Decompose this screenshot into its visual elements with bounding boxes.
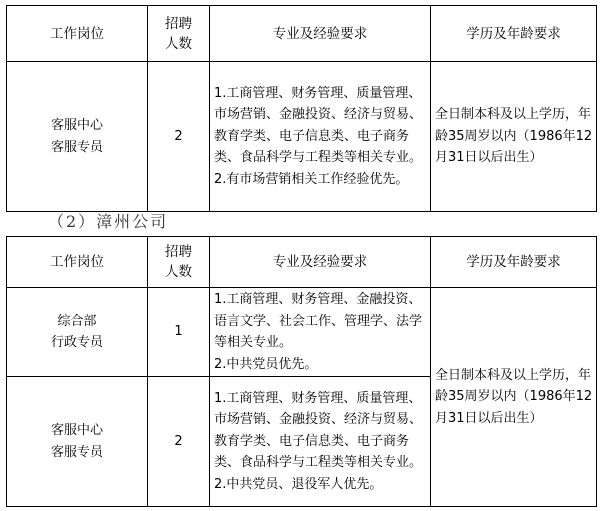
position-cell: 客服中心 客服专员 — [7, 62, 148, 212]
recruitment-table-2 — [6, 236, 597, 507]
table-row — [7, 288, 597, 377]
count-cell: 2 — [148, 377, 210, 507]
header-major: 专业及经验要求 — [210, 6, 431, 62]
major-cell: 1.工商管理、财务管理、金融投资、语言文学、社会工作、管理学、法学等相关专业。 2.中共党员优先。 — [210, 288, 431, 377]
table-row — [7, 62, 597, 212]
header-position: 工作岗位 — [7, 237, 148, 288]
position-cell: 客服中心 客服专员 — [7, 377, 148, 507]
education-cell: 全日制本科及以上学历，年龄35周岁以内（1986年12月31日以后出生） — [431, 288, 597, 507]
header-position: 工作岗位 — [7, 6, 148, 62]
education-cell: 全日制本科及以上学历，年龄35周岁以内（1986年12月31日以后出生） — [431, 62, 597, 212]
header-count: 招聘 人数 — [148, 6, 210, 62]
table-header-row — [7, 237, 597, 288]
header-education: 学历及年龄要求 — [431, 6, 597, 62]
section-title: （2）漳州公司 — [48, 212, 169, 231]
major-cell: 1.工商管理、财务管理、质量管理、市场营销、金融投资、经济与贸易、教育学类、电子信息类、电子商务类、食品科学与工程类等相关专业。 2.中共党员、退役军人优先。 — [210, 377, 431, 507]
count-cell: 2 — [148, 62, 210, 212]
major-cell: 1.工商管理、财务管理、质量管理、市场营销、金融投资、经济与贸易、教育学类、电子信息类、电子商务类、食品科学与工程类等相关专业。 2.有市场营销相关工作经验优先。 — [210, 62, 431, 212]
table-header-row — [7, 6, 597, 62]
header-count: 招聘 人数 — [148, 237, 210, 288]
position-cell: 综合部 行政专员 — [7, 288, 148, 377]
recruitment-table-1 — [6, 5, 597, 212]
header-education: 学历及年龄要求 — [431, 237, 597, 288]
header-major: 专业及经验要求 — [210, 237, 431, 288]
count-cell: 1 — [148, 288, 210, 377]
